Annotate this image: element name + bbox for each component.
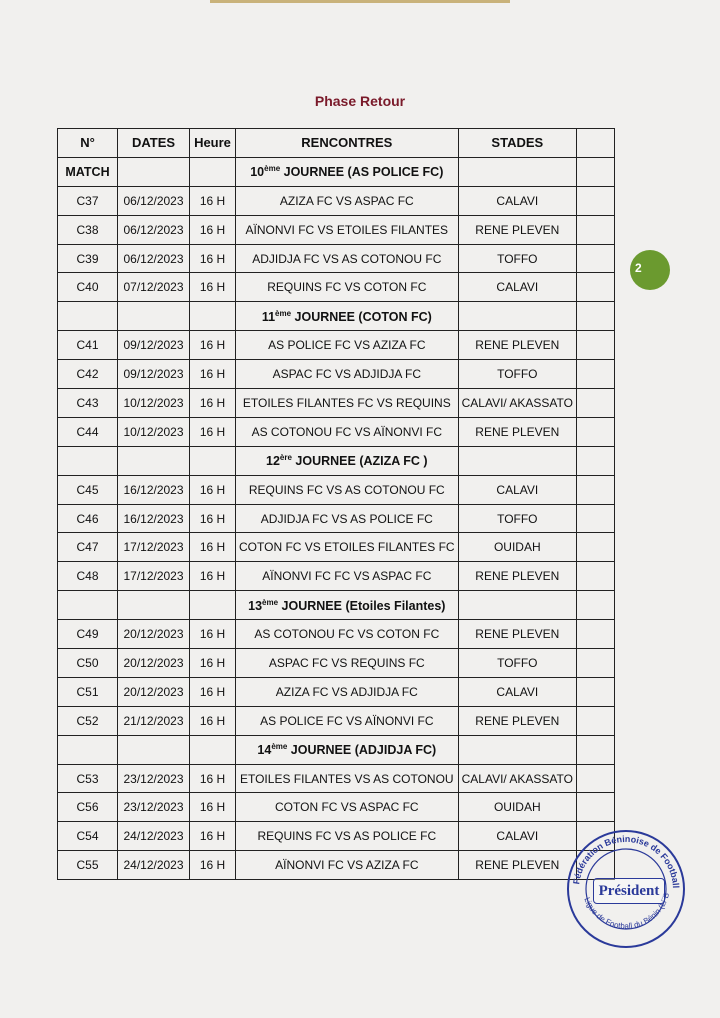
match-extra-cell (577, 389, 615, 418)
match-fixture: AS POLICE FC VS AÏNONVI FC (236, 706, 459, 735)
match-extra-cell (577, 244, 615, 273)
match-date: 21/12/2023 (118, 706, 190, 735)
round-ordinal-suffix: ème (275, 308, 292, 318)
match-label: MATCH (58, 157, 118, 186)
table-row (58, 389, 615, 418)
table-row (58, 331, 615, 360)
round-text: JOURNEE (COTON FC) (291, 309, 432, 324)
round-row (58, 735, 615, 764)
match-date: 20/12/2023 (118, 620, 190, 649)
round-empty-cell (58, 302, 118, 331)
round-title (236, 735, 459, 764)
table-row (58, 533, 615, 562)
round-empty-cell (190, 157, 236, 186)
round-ordinal-suffix: ème (264, 164, 281, 174)
round-empty-cell (190, 735, 236, 764)
match-fixture: REQUINS FC VS AS POLICE FC (236, 822, 459, 851)
round-empty-cell (58, 735, 118, 764)
match-extra-cell (577, 504, 615, 533)
round-row (58, 302, 615, 331)
match-stadium: TOFFO (458, 360, 576, 389)
match-date: 16/12/2023 (118, 504, 190, 533)
table-row (58, 475, 615, 504)
round-empty-cell (577, 157, 615, 186)
match-date: 23/12/2023 (118, 764, 190, 793)
match-number: C51 (58, 677, 118, 706)
match-number: C45 (58, 475, 118, 504)
round-number: 10 (250, 165, 265, 180)
match-fixture: AÏNONVI FC FC VS ASPAC FC (236, 562, 459, 591)
match-date: 06/12/2023 (118, 215, 190, 244)
table-row (58, 649, 615, 678)
match-stadium: CALAVI/ AKASSATO (458, 389, 576, 418)
round-title (236, 157, 459, 186)
match-extra-cell (577, 764, 615, 793)
header-no: N° (58, 129, 118, 158)
table-row (58, 793, 615, 822)
match-date: 20/12/2023 (118, 649, 190, 678)
round-text: JOURNEE (AZIZA FC ) (291, 454, 428, 469)
page-tab-number: 2 (635, 261, 642, 275)
match-number: C56 (58, 793, 118, 822)
round-ordinal-suffix: ème (262, 597, 279, 607)
round-empty-cell (118, 591, 190, 620)
schedule-body (58, 157, 615, 879)
table-row (58, 417, 615, 446)
match-stadium: CALAVI (458, 677, 576, 706)
table-row (58, 504, 615, 533)
match-extra-cell (577, 273, 615, 302)
match-stadium: RENE PLEVEN (458, 417, 576, 446)
match-date: 06/12/2023 (118, 244, 190, 273)
match-number: C55 (58, 851, 118, 880)
match-extra-cell (577, 706, 615, 735)
match-fixture: ASPAC FC VS REQUINS FC (236, 649, 459, 678)
match-stadium: CALAVI (458, 273, 576, 302)
match-hour: 16 H (190, 533, 236, 562)
table-row (58, 764, 615, 793)
schedule-table (57, 128, 615, 880)
round-empty-cell (458, 591, 576, 620)
match-extra-cell (577, 562, 615, 591)
match-hour: 16 H (190, 389, 236, 418)
round-empty-cell (458, 446, 576, 475)
match-date: 24/12/2023 (118, 851, 190, 880)
match-hour: 16 H (190, 215, 236, 244)
round-empty-cell (577, 446, 615, 475)
match-fixture: AZIZA FC VS ADJIDJA FC (236, 677, 459, 706)
match-hour: 16 H (190, 677, 236, 706)
header-rencontres: RENCONTRES (236, 129, 459, 158)
page-title: Phase Retour (314, 93, 406, 109)
header-extra (577, 129, 615, 158)
match-number: C49 (58, 620, 118, 649)
round-empty-cell (118, 446, 190, 475)
match-number: C42 (58, 360, 118, 389)
match-number: C54 (58, 822, 118, 851)
match-hour: 16 H (190, 649, 236, 678)
match-stadium: RENE PLEVEN (458, 620, 576, 649)
round-number: 13 (248, 598, 263, 613)
match-fixture: AZIZA FC VS ASPAC FC (236, 186, 459, 215)
match-fixture: COTON FC VS ASPAC FC (236, 793, 459, 822)
stamp-ring-bottom: Ligue de Football du Bénin (LFB (582, 891, 672, 931)
match-stadium: CALAVI (458, 186, 576, 215)
table-header-row (58, 129, 615, 158)
match-number: C53 (58, 764, 118, 793)
table-row (58, 562, 615, 591)
table-row (58, 244, 615, 273)
match-number: C38 (58, 215, 118, 244)
match-number: C52 (58, 706, 118, 735)
match-date: 20/12/2023 (118, 677, 190, 706)
match-date: 17/12/2023 (118, 562, 190, 591)
round-number: 11 (261, 309, 276, 324)
match-hour: 16 H (190, 475, 236, 504)
match-stadium: TOFFO (458, 244, 576, 273)
round-number: 14 (257, 743, 272, 758)
match-fixture: REQUINS FC VS COTON FC (236, 273, 459, 302)
match-date: 10/12/2023 (118, 417, 190, 446)
match-hour: 16 H (190, 417, 236, 446)
match-fixture: ETOILES FILANTES VS AS COTONOU (236, 764, 459, 793)
round-row (58, 157, 615, 186)
round-empty-cell (58, 591, 118, 620)
round-text: JOURNEE (AS POLICE FC) (280, 165, 444, 180)
match-extra-cell (577, 331, 615, 360)
page-tab-marker (630, 250, 670, 290)
match-hour: 16 H (190, 331, 236, 360)
header-stades: STADES (458, 129, 576, 158)
match-extra-cell (577, 215, 615, 244)
stamp-ring-top: Fédération Béninoise de Football (571, 833, 682, 889)
match-hour: 16 H (190, 706, 236, 735)
round-ordinal-suffix: ème (271, 742, 288, 752)
match-number: C39 (58, 244, 118, 273)
match-fixture: COTON FC VS ETOILES FILANTES FC (236, 533, 459, 562)
match-stadium: RENE PLEVEN (458, 851, 576, 880)
match-date: 23/12/2023 (118, 793, 190, 822)
match-fixture: AS COTONOU FC VS COTON FC (236, 620, 459, 649)
header-heure: Heure (190, 129, 236, 158)
round-row (58, 446, 615, 475)
round-empty-cell (190, 302, 236, 331)
round-title (236, 446, 459, 475)
round-empty-cell (190, 446, 236, 475)
round-empty-cell (577, 735, 615, 764)
round-empty-cell (458, 735, 576, 764)
match-stadium: RENE PLEVEN (458, 215, 576, 244)
match-extra-cell (577, 677, 615, 706)
match-extra-cell (577, 649, 615, 678)
match-hour: 16 H (190, 244, 236, 273)
match-hour: 16 H (190, 273, 236, 302)
table-row (58, 706, 615, 735)
round-empty-cell (577, 302, 615, 331)
match-extra-cell (577, 533, 615, 562)
match-date: 16/12/2023 (118, 475, 190, 504)
round-title (236, 591, 459, 620)
match-stadium: CALAVI (458, 475, 576, 504)
match-hour: 16 H (190, 504, 236, 533)
match-date: 09/12/2023 (118, 360, 190, 389)
match-date: 24/12/2023 (118, 822, 190, 851)
match-extra-cell (577, 620, 615, 649)
round-empty-cell (118, 157, 190, 186)
match-hour: 16 H (190, 764, 236, 793)
match-hour: 16 H (190, 360, 236, 389)
stamp-president-label: Président (593, 878, 665, 904)
round-title (236, 302, 459, 331)
round-text: JOURNEE (Etoiles Filantes) (278, 598, 446, 613)
match-stadium: OUIDAH (458, 793, 576, 822)
match-fixture: AÏNONVI FC VS ETOILES FILANTES (236, 215, 459, 244)
match-extra-cell (577, 793, 615, 822)
match-hour: 16 H (190, 186, 236, 215)
match-hour: 16 H (190, 822, 236, 851)
match-fixture: ETOILES FILANTES FC VS REQUINS (236, 389, 459, 418)
match-stadium: RENE PLEVEN (458, 706, 576, 735)
round-empty-cell (190, 591, 236, 620)
match-extra-cell (577, 475, 615, 504)
match-fixture: AS POLICE FC VS AZIZA FC (236, 331, 459, 360)
match-extra-cell (577, 417, 615, 446)
match-hour: 16 H (190, 562, 236, 591)
match-fixture: ADJIDJA FC VS AS POLICE FC (236, 504, 459, 533)
match-hour: 16 H (190, 620, 236, 649)
match-stadium: RENE PLEVEN (458, 331, 576, 360)
match-stadium: RENE PLEVEN (458, 562, 576, 591)
round-row (58, 591, 615, 620)
match-hour: 16 H (190, 793, 236, 822)
table-row (58, 215, 615, 244)
match-date: 10/12/2023 (118, 389, 190, 418)
match-number: C50 (58, 649, 118, 678)
round-empty-cell (118, 735, 190, 764)
round-ordinal-suffix: ère (279, 453, 292, 463)
round-empty-cell (458, 157, 576, 186)
match-number: C46 (58, 504, 118, 533)
match-fixture: ADJIDJA FC VS AS COTONOU FC (236, 244, 459, 273)
round-number: 12 (266, 454, 280, 469)
round-empty-cell (58, 446, 118, 475)
match-number: C44 (58, 417, 118, 446)
match-fixture: AS COTONOU FC VS AÏNONVI FC (236, 417, 459, 446)
round-empty-cell (458, 302, 576, 331)
match-stadium: TOFFO (458, 504, 576, 533)
match-stadium: OUIDAH (458, 533, 576, 562)
table-row (58, 822, 615, 851)
match-number: C47 (58, 533, 118, 562)
round-empty-cell (577, 591, 615, 620)
table-row (58, 186, 615, 215)
match-stadium: CALAVI (458, 822, 576, 851)
match-date: 17/12/2023 (118, 533, 190, 562)
round-text: JOURNEE (ADJIDJA FC) (287, 743, 437, 758)
match-number: C41 (58, 331, 118, 360)
match-hour: 16 H (190, 851, 236, 880)
match-fixture: REQUINS FC VS AS COTONOU FC (236, 475, 459, 504)
match-extra-cell (577, 186, 615, 215)
match-stadium: CALAVI/ AKASSATO (458, 764, 576, 793)
table-row (58, 851, 615, 880)
match-stadium: TOFFO (458, 649, 576, 678)
match-date: 07/12/2023 (118, 273, 190, 302)
header-dates: DATES (118, 129, 190, 158)
table-row (58, 273, 615, 302)
match-extra-cell (577, 360, 615, 389)
match-fixture: ASPAC FC VS ADJIDJA FC (236, 360, 459, 389)
table-row (58, 360, 615, 389)
match-date: 06/12/2023 (118, 186, 190, 215)
page-top-edge-line (210, 0, 510, 3)
match-number: C37 (58, 186, 118, 215)
match-number: C40 (58, 273, 118, 302)
round-empty-cell (118, 302, 190, 331)
table-row (58, 677, 615, 706)
table-row (58, 620, 615, 649)
match-number: C48 (58, 562, 118, 591)
match-number: C43 (58, 389, 118, 418)
match-date: 09/12/2023 (118, 331, 190, 360)
match-fixture: AÏNONVI FC VS AZIZA FC (236, 851, 459, 880)
